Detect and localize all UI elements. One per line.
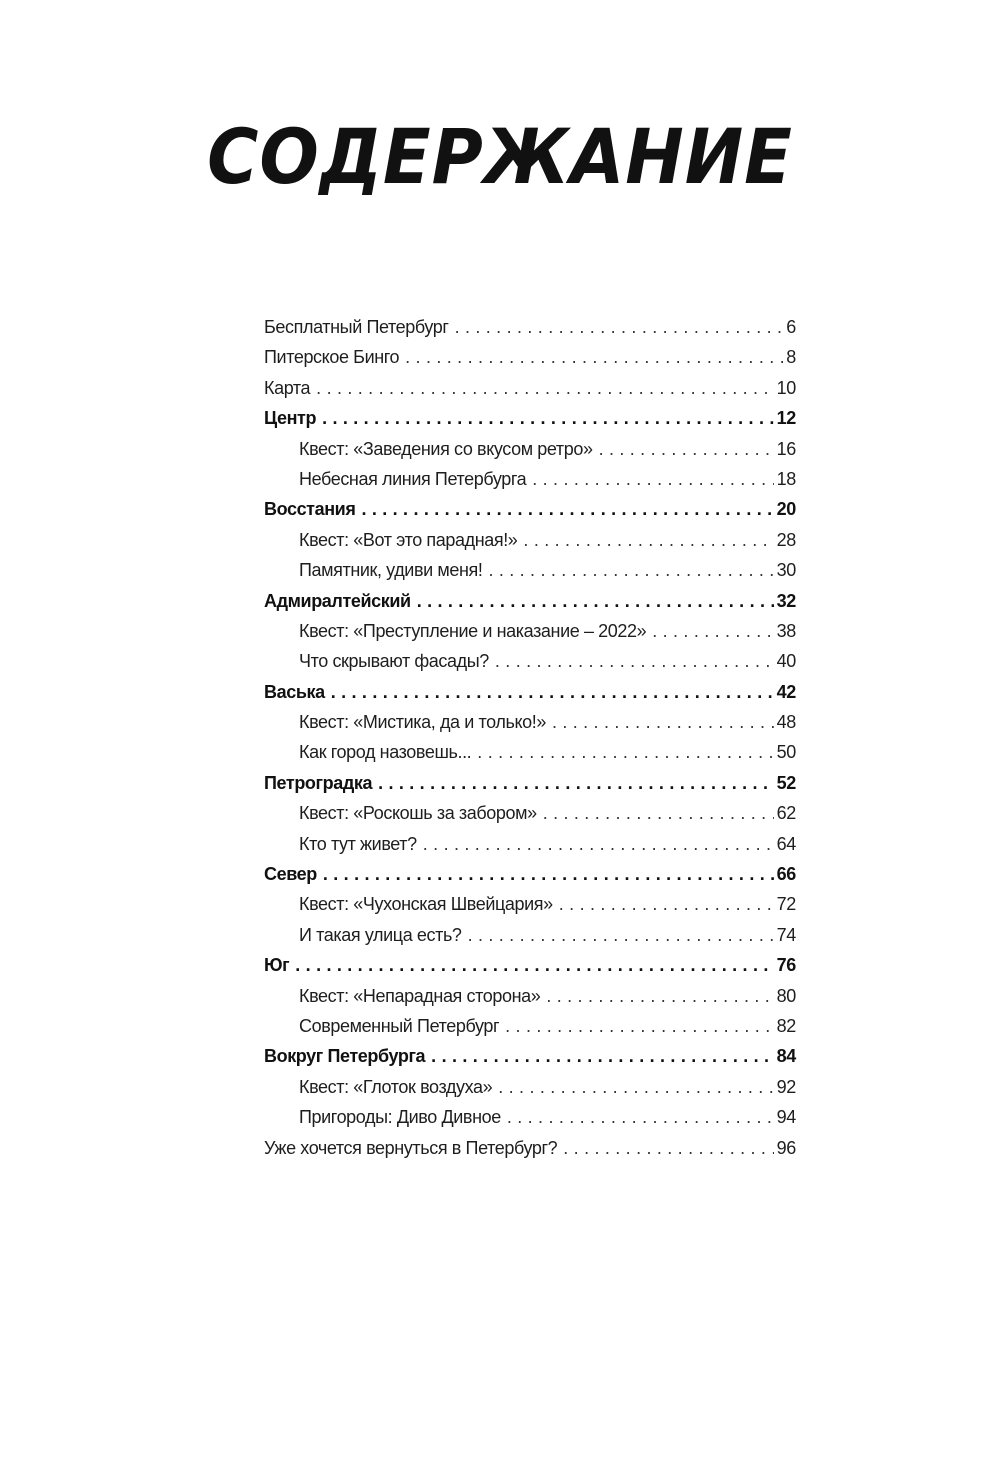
toc-page-number: 6	[786, 317, 796, 337]
toc-entry-label: Квест: «Роскошь за забором»	[299, 803, 537, 824]
toc-entry-label: Карта	[264, 377, 311, 398]
toc-page-number: 18	[776, 468, 796, 489]
toc-page-number: 10	[776, 377, 796, 398]
toc-entry-label: Вокруг Петербурга	[264, 1046, 426, 1067]
toc-entry-label: Квест: «Мистика, да и только!»	[299, 712, 546, 733]
toc-entry-label: Квест: «Преступление и наказание – 2022»	[299, 620, 647, 641]
toc-entry-label: Юг	[264, 955, 290, 976]
toc-entry-label: Питерское Бинго	[264, 347, 400, 368]
toc-page-number: 16	[776, 438, 796, 459]
toc-dot-leader	[546, 981, 773, 1011]
toc-dot-leader	[507, 1102, 774, 1132]
toc-dot-leader	[322, 403, 774, 433]
toc-entry-row	[264, 1102, 796, 1132]
toc-entry-label: Небесная линия Петербурга	[299, 468, 527, 489]
toc-dot-leader	[495, 646, 774, 676]
toc-dot-leader	[543, 798, 774, 828]
toc-dot-leader	[295, 950, 773, 980]
toc-entry-row	[264, 646, 796, 676]
toc-dot-leader	[455, 312, 784, 342]
toc-entry-row	[264, 889, 796, 919]
toc-entry-label: Восстания	[264, 499, 356, 520]
toc-entry-row	[264, 707, 796, 737]
toc-page-number: 48	[776, 712, 796, 733]
toc-page-number: 66	[776, 864, 796, 885]
toc-dot-leader	[378, 768, 774, 798]
toc-entry-row	[264, 464, 796, 494]
toc-page-number: 40	[776, 651, 796, 672]
toc-page-number: 84	[776, 1046, 796, 1067]
toc-section-row	[264, 768, 796, 798]
toc-page-number: 38	[776, 620, 796, 641]
toc-dot-leader	[323, 859, 774, 889]
toc-page-number: 62	[776, 803, 796, 824]
toc-page-number: 80	[776, 985, 796, 1006]
toc-entry-label: Современный Петербург	[299, 1015, 500, 1036]
toc-entry-label: Бесплатный Петербург	[264, 317, 449, 337]
toc-entry-label: Центр	[264, 408, 317, 429]
toc-page-number: 72	[776, 894, 796, 915]
toc-entry-row	[264, 373, 796, 403]
toc-dot-leader	[316, 373, 773, 403]
toc-entry-row	[264, 1133, 796, 1163]
toc-entry-label: Север	[264, 864, 317, 885]
toc-dot-leader	[505, 1011, 773, 1041]
toc-dot-leader	[417, 586, 774, 616]
toc-page-number: 64	[776, 833, 796, 854]
toc-page-number: 74	[776, 924, 796, 945]
toc-entry-row	[264, 525, 796, 555]
toc-dot-leader	[468, 920, 774, 950]
toc-entry-label: Васька	[264, 681, 325, 702]
toc-section-row	[264, 677, 796, 707]
toc-dot-leader	[552, 707, 774, 737]
toc-section-row	[264, 1041, 796, 1071]
toc-section-row	[264, 403, 796, 433]
toc-dot-leader	[523, 525, 773, 555]
toc-entry-row	[264, 1072, 796, 1102]
toc-dot-leader	[423, 829, 774, 859]
toc-page-number: 30	[776, 560, 796, 581]
toc-entry-row	[264, 829, 796, 859]
toc-entry-row	[264, 981, 796, 1011]
toc-page-number: 76	[776, 955, 796, 976]
toc-dot-leader	[559, 889, 774, 919]
toc-page-number: 94	[776, 1107, 796, 1128]
toc-page-number: 20	[776, 499, 796, 520]
toc-dot-leader	[498, 1072, 773, 1102]
toc-entry-label: Адмиралтейский	[264, 590, 411, 611]
toc-page-number: 12	[776, 408, 796, 429]
toc-entry-label: Что скрывают фасады?	[299, 651, 489, 672]
toc-dot-leader	[477, 737, 773, 767]
toc-entry-label: Памятник, удиви меня!	[299, 560, 483, 581]
toc-entry-row	[264, 555, 796, 585]
toc-entry-row	[264, 342, 796, 372]
toc-page-number: 96	[776, 1137, 796, 1158]
toc-entry-label: Квест: «Заведения со вкусом ретро»	[299, 438, 593, 459]
toc-entry-row	[264, 1011, 796, 1041]
table-of-contents	[264, 312, 796, 1163]
toc-entry-label: Квест: «Глоток воздуха»	[299, 1076, 493, 1097]
toc-dot-leader	[532, 464, 773, 494]
toc-entry-label: Квест: «Непарадная сторона»	[299, 985, 541, 1006]
toc-entry-row	[264, 737, 796, 767]
toc-dot-leader	[488, 555, 773, 585]
toc-dot-leader	[405, 342, 783, 372]
toc-entry-row	[264, 312, 796, 342]
toc-entry-label: Пригороды: Диво Дивное	[299, 1107, 501, 1128]
toc-entry-label: Как город назовешь...	[299, 742, 472, 763]
toc-section-row	[264, 950, 796, 980]
toc-page-number: 42	[776, 681, 796, 702]
toc-entry-row	[264, 920, 796, 950]
toc-page-number: 8	[786, 347, 796, 368]
toc-section-row	[264, 494, 796, 524]
toc-dot-leader	[331, 677, 774, 707]
toc-section-row	[264, 859, 796, 889]
toc-dot-leader	[599, 434, 774, 464]
toc-entry-row	[264, 434, 796, 464]
toc-dot-leader	[563, 1133, 773, 1163]
toc-page-number: 28	[776, 529, 796, 550]
toc-page-number: 52	[776, 772, 796, 793]
toc-dot-leader	[431, 1041, 773, 1071]
toc-entry-label: Петроградка	[264, 772, 373, 793]
toc-page-number: 50	[776, 742, 796, 763]
toc-entry-label: Квест: «Вот это парадная!»	[299, 529, 518, 550]
page-title: СОДЕРЖАНИЕ	[207, 112, 793, 201]
toc-entry-label: Кто тут живет?	[299, 833, 417, 854]
toc-section-row	[264, 586, 796, 616]
toc-entry-label: И такая улица есть?	[299, 924, 462, 945]
toc-entry-row	[264, 798, 796, 828]
toc-page-number: 82	[776, 1015, 796, 1036]
toc-page-number: 92	[776, 1076, 796, 1097]
toc-entry-label: Уже хочется вернуться в Петербург?	[264, 1137, 558, 1158]
toc-dot-leader	[652, 616, 773, 646]
toc-entry-row	[264, 616, 796, 646]
toc-entry-label: Квест: «Чухонская Швейцария»	[299, 894, 553, 915]
toc-page-number: 32	[776, 590, 796, 611]
toc-dot-leader	[361, 494, 773, 524]
